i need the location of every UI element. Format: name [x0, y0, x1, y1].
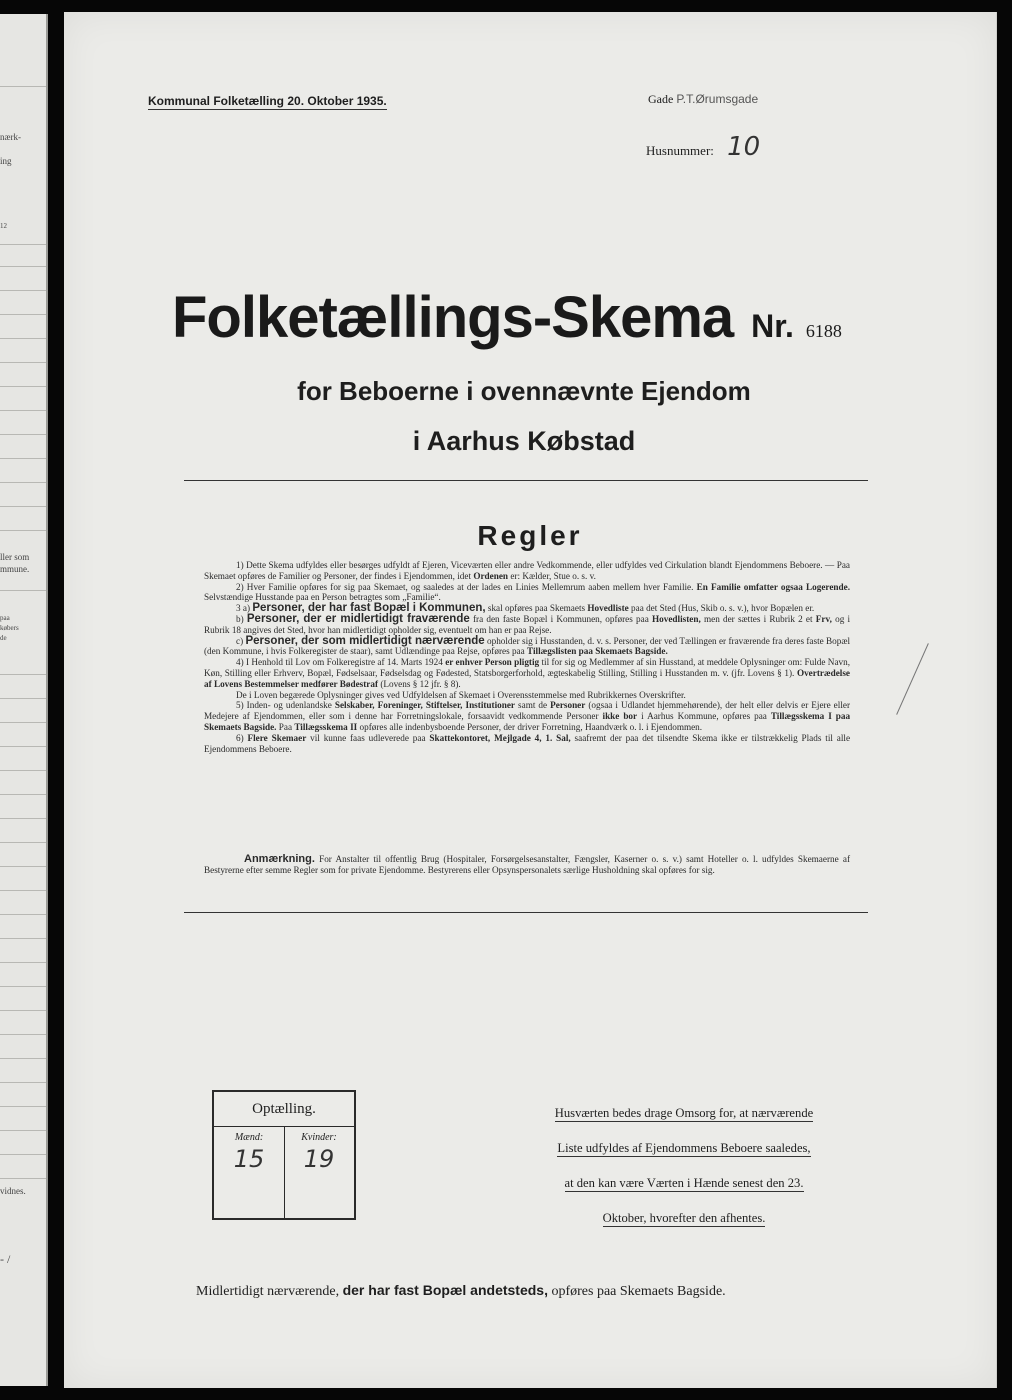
footer-text-b: der har fast Bopæl andetsteds, [342, 1282, 548, 1298]
street-field [648, 92, 758, 107]
women-value: 19 [303, 1145, 335, 1173]
women-count-cell [284, 1126, 354, 1218]
remark-paragraph [204, 854, 850, 876]
form-location: i Aarhus Købstad [412, 426, 636, 456]
rule-3b: b) Personer, der er midlertidigt fraværende fra den faste Bopæl i Kommunen, opføres paa Hovedlisten, men der sættes i Rubrik 2 et Frv, og i Rubrik 18 angives det Sted, hvor han midlertidigt opholder sig, eventuelt om han er paa Rejse. [204, 612, 851, 635]
notice-line: Liste udfyldes af Ejendommens Beboere saaledes, [557, 1141, 811, 1155]
left-page-fragment: vidnes. [0, 1186, 26, 1196]
footer-text-c: opføres paa Skemaets Bagside. [551, 1284, 726, 1299]
rule-4: 4) I Henhold til Lov om Folkeregistre af 14. Marts 1924 er enhver Person pligtig til for sig og Medlemmer af sin Husstand, at meddele Oplysninger om: Fulde Navn, Køn, Stilling eller Erhverv, Bopæl, Fødselsaar, Fødselsdag og Fødested, Statsborgerforhold, ægteskabelig Stilling, Stilling i Husstanden m. v. (jfr. Lovens § 1). Overtrædelse af Lovens Bestemmelser medfører Bødestraf (Lovens § 12 jfr. § 8). [204, 657, 851, 689]
house-number-label: Husnummer: [646, 143, 714, 158]
left-page-fragment: ing [0, 156, 12, 166]
left-page-edge [0, 14, 48, 1386]
left-page-fragment: 12 [0, 222, 7, 230]
count-box-title: Optælling. [214, 1092, 354, 1127]
count-box [212, 1090, 356, 1220]
house-number-value: 10 [727, 132, 761, 162]
landlord-notice [518, 1096, 850, 1236]
house-number-field [646, 132, 760, 162]
rule-3c: c) Personer, der som midlertidigt nærværende opholder sig i Husstanden, d. v. s. Personer, der ved Tællingen er fraværende fra deres faste Bopæl (den Kommune, i hvis Folkeregister de staar), samt Udlændinge paa Rejse, opføres paa Tillægslisten paa Skemaets Bagside. [204, 634, 851, 657]
form-title [172, 284, 842, 351]
men-value: 15 [233, 1145, 265, 1173]
left-page-fragment: - / [0, 1252, 11, 1266]
form-number-value: 6188 [805, 321, 842, 341]
notice-line: at den kan være Værten i Hænde senest den 23. [564, 1176, 804, 1190]
divider [184, 480, 868, 481]
rules-heading: Regler [477, 520, 583, 551]
remark-text: For Anstalter til offentlig Brug (Hospitaler, Forsørgelsesanstalter, Fængsler, Kaserner o. s. v.) samt Hoteller o. l. udfyldes Skemaerne af Bestyrerne efter semme Regler som for private Ejendomme. Bestyrerens eller Opsynspersonalets særlige Husholdning skal opføres for sig. [204, 854, 851, 875]
remark-label: Anmærkning. [244, 853, 315, 865]
rules-text [204, 560, 850, 754]
men-label: Mænd: [234, 1132, 264, 1143]
divider [184, 912, 868, 913]
left-page-fragment: mmune. [0, 564, 30, 574]
men-count-cell [214, 1126, 285, 1218]
street-label: Gade [648, 92, 674, 106]
form-subtitle: for Beboerne i ovennævnte Ejendom [297, 376, 751, 406]
rule-6: 6) Flere Skemaer vil kunne faas udleverede paa Skattekontoret, Mejlgade 4, 1. Sal, saafremt der paa det tilsendte Skema ikke er tilstrækkelig Plads til alle Ejendommens Beboere. [204, 732, 851, 754]
women-label: Kvinder: [301, 1132, 337, 1143]
form-number-label: Nr. [751, 308, 794, 344]
notice-line: Husværten bedes drage Omsorg for, at nærværende [554, 1106, 814, 1120]
rule-5: 5) Inden- og udenlandske Selskaber, Foreninger, Stiftelser, Institutioner samt de Personer (ogsaa i Udlandet hjemmehørende), der helt eller delvis er Ejere eller Medejere af Ejendommen, eller som i denne har Forretningslokale, forsaavidt vedkommende Personer ikke bor i Aarhus Kommune, opføres paa Tillægsskema I paa Skemaets Bagside. Paa Tillægsskema II opføres alle indenbysboende Personer, der driver Forretning, Haandværk o. l. i Ejendommen. [204, 700, 851, 732]
census-header: Kommunal Folketælling 20. Oktober 1935. [148, 94, 387, 108]
footer-note [196, 1282, 896, 1300]
left-page-fragment: paa [0, 614, 10, 622]
left-page-fragment: nærk- [0, 132, 21, 142]
footer-text-a: Midlertidigt nærværende, [196, 1284, 340, 1299]
left-page-fragment: de [0, 634, 7, 642]
pen-stroke [896, 643, 929, 715]
rule-4-note: De i Loven begærede Oplysninger gives ved Udfyldelsen af Skemaet i Overensstemmelse med Rubrikkernes Overskrifter. [236, 689, 686, 700]
rule-3a: 3 a) Personer, der har fast Bopæl i Kommunen, skal opføres paa Skemaets Hovedliste paa det Sted (Hus, Skib o. s. v.), hvor Bopælen er. [236, 602, 815, 615]
rule-1: 1) Dette Skema udfyldes eller besørges udfyldt af Ejeren, Viceværten eller andre Vedkommende, eller udfyldes ved Cirkulation blandt Ejendommens Beboere. — Paa Skemaet opføres de Familier og Personer, der findes i Ejendommen, idet Ordenen er: Kælder, Stue o. s. v. [204, 560, 850, 581]
left-page-fragment: ller som [0, 552, 30, 562]
notice-line: Oktober, hvorefter den afhentes. [602, 1211, 766, 1225]
street-value: P.T.Ørumsgade [676, 92, 759, 106]
form-title-main: Folketællings-Skema [172, 285, 734, 350]
rule-2: 2) Hver Familie opføres for sig paa Skemaet, og saaledes at der lades en Linies Mellemrum aaben mellem hver Familie. En Familie omfatter ogsaa Logerende. Selvstændige Husstande paa en Person betragtes som „Familie“. [204, 581, 850, 603]
left-page-fragment: købers [0, 624, 19, 632]
census-form-page [64, 12, 996, 1388]
